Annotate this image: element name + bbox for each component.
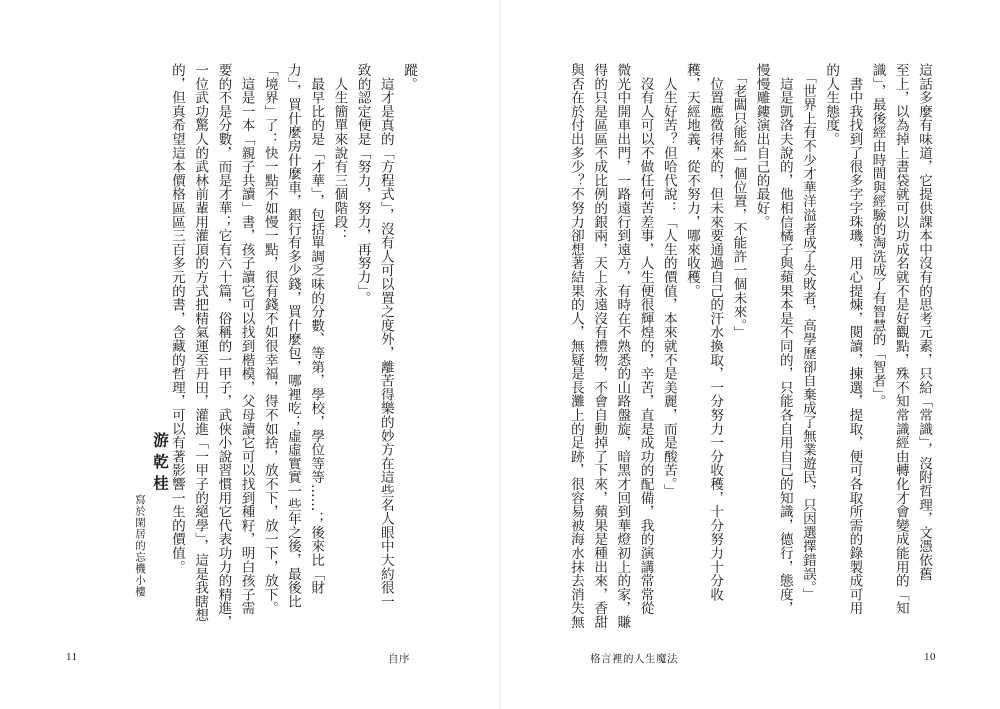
text-line: 最早比的是「才華」，包括單調乏味的分數、等第，學校，學位等等……；後來比「財 bbox=[308, 63, 325, 595]
text-line: 與否在於付出多少？不努力卻想著結果的人，無疑是長灘上的足跡，很容易被海水抹去消失無 bbox=[567, 63, 584, 629]
text-line: 「世界上有不少才華洋溢者成了失敗者，高學歷卻自棄成了無業遊民，只因選擇錯誤。」 bbox=[799, 63, 816, 602]
text-line: 力」，買什麼房什麼車，銀行有多少錢，買什麼包，哪裡吃；虛虛實實一些年之後，最後比 bbox=[284, 63, 301, 609]
right-running-footer: 格言裡的人生魔法 bbox=[590, 653, 678, 665]
text-line: 「境界」了：快一點不如慢一點，很有錢不如很幸福，得不如捨，放不下，放一下，放下。 bbox=[261, 63, 278, 615]
text-line: 識」，最後經由時間與經驗的淘洗成了有智慧的「智者」。 bbox=[869, 63, 886, 409]
text-line: 人生好苦？但哈代說：「人生的價值，本來就不是美麗，而是酸苦。」 bbox=[660, 63, 677, 498]
signature-location-note: 寫於閑居的忘機小樓 bbox=[134, 494, 146, 598]
text-line: 這是凱洛夫說的，他相信橘子與蘋果本是不同的，只能各自用自己的知識，德行，態度， bbox=[776, 63, 793, 615]
left-page-body bbox=[165, 63, 420, 643]
text-line: 微光中開車出門，一路遠行到遠方，有時在不熟悉的山路盤旋，暗黑才回到華燈初上的家，賺 bbox=[614, 63, 631, 629]
left-page-number: 11 bbox=[66, 651, 78, 663]
text-line: 「老闆只能給一個位置，不能許一個未來。」 bbox=[730, 63, 747, 340]
right-page bbox=[500, 0, 1000, 709]
text-line: 穫，天經地義，從不努力，哪來收穫。 bbox=[683, 63, 700, 298]
text-line: 的人生態度。 bbox=[823, 63, 840, 146]
text-line: 沒有人可以不做任何苦差事，人生便很輝煌的，辛苦，直是成功的配備，我的演講常常從 bbox=[637, 63, 654, 615]
right-page-body bbox=[564, 63, 935, 643]
text-line: 這才是真的「方程式」，沒有人可以置之度外，離苦得樂的妙方在這些名人眼中大約很一 bbox=[377, 63, 394, 609]
text-line: 這是一本「親子共讀」書，孩子讀它可以找到楷模，父母讀它可以找到種籽，明白孩子需 bbox=[238, 63, 255, 615]
text-line: 蹤。 bbox=[401, 63, 417, 91]
text-line: 的，但真希望這本價格區區三百多元的書，含藏的哲理，可以有著影響一生的價值。 bbox=[168, 63, 185, 574]
text-line: 要的不是分數，而是才華；它有六十篇，俗稱的一甲子，武俠小說習慣用它代表功力的精進， bbox=[215, 63, 232, 629]
text-line: 致的認定便是「努力，努力，再努力」。 bbox=[354, 63, 371, 305]
text-line: 這話多麼有味道，它提供課本中沒有的思考元素，只給「常識」，沒附哲理，文憑依舊 bbox=[916, 63, 932, 581]
text-line: 書中我找到了很多字字珠璣，用心提煉，閱讀，揀選，提取，便可各取所需的錄製成可用 bbox=[846, 63, 863, 615]
text-line: 一位武功驚人的武林前輩用灌頂的方式把精氣運至丹田，灌進「一甲子的絕學」，這是我瞎想 bbox=[192, 63, 209, 622]
author-signature: 游乾桂 bbox=[151, 432, 170, 497]
left-running-footer: 自序 bbox=[388, 653, 410, 665]
text-line: 至上，以為掉上書袋就可以功成名就不是好觀點，殊不知常識經由轉化才會變成能用的「知 bbox=[892, 63, 909, 615]
right-page-number: 10 bbox=[924, 651, 936, 663]
text-line: 位置應徵得來的，但未來要通過自己的汗水換取，一分努力一分收穫，十分努力十分收 bbox=[707, 63, 724, 602]
text-line: 得的只是區區不成比例的銀兩，天上永遠沒有禮物，不會自動掉了下來，蘋果是種出來，香甜 bbox=[591, 63, 608, 629]
text-line: 慢慢雕鏤演出自己的最好。 bbox=[753, 63, 770, 229]
text-line: 人生簡單來說有三個階段： bbox=[331, 63, 348, 243]
